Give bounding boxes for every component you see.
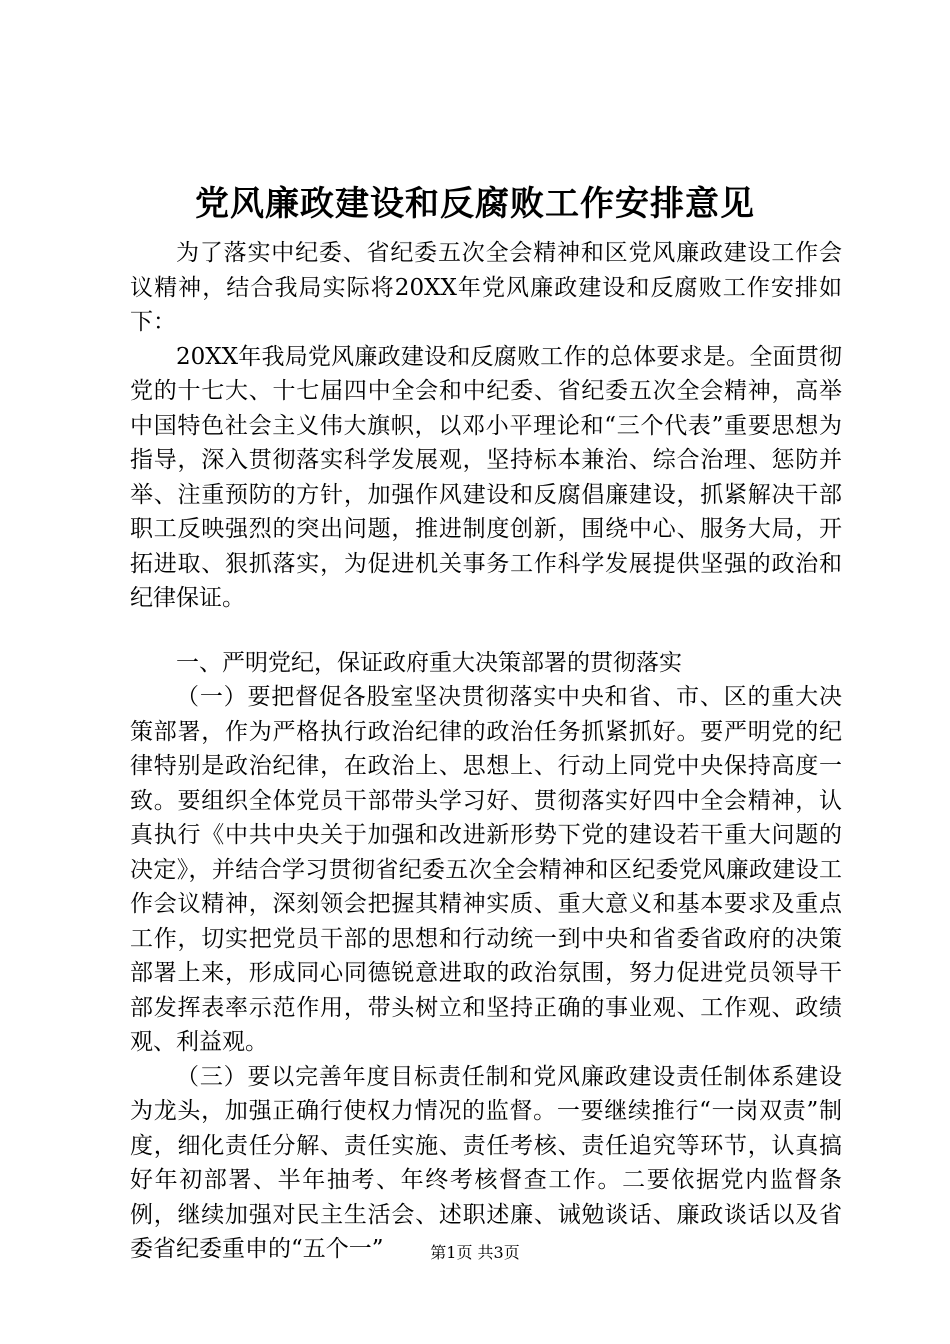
section-item-1-paragraph: （一）要把督促各股室坚决贯彻落实中央和省、市、区的重大决策部署，作为严格执行政治纪律的政治任务抓紧抓好。要严明党的纪律特别是政治纪律，在政治上、思想上、行动上同党中央保持高度一致。要组织全体党员干部带头学习好、贯彻落实好四中全会精神，认真执行《中共中央关于加强和改进新形势下党的建设若干重大问题的决定》，并结合学习贯彻省纪委五次全会精神和区纪委党风廉政建设工作会议精神，深刻领会把握其精神实质、重大意义和基本要求及重点工作，切实把党员干部的思想和行动统一到中央和省委省政府的决策部署上来，形成同心同德锐意进取的政治氛围，努力促进党员领导干部发挥表率示范作用，带头树立和坚持正确的事业观、工作观、政绩观、利益观。: [130, 684, 842, 1055]
document-title: 党风廉政建设和反腐败工作安排意见: [195, 184, 755, 224]
section-heading: 一、严明党纪，保证政府重大决策部署的贯彻落实: [176, 649, 682, 676]
document-body: [130, 236, 842, 1267]
page-footer: 第1页 共3页: [430, 1243, 520, 1262]
intro-paragraph: 为了落实中纪委、省纪委五次全会精神和区党风廉政建设工作会议精神，结合我局实际将20XX年党风廉政建设和反腐败工作安排如下：: [130, 240, 842, 335]
general-requirement-paragraph: 20XX年我局党风廉政建设和反腐败工作的总体要求是。全面贯彻党的十七大、十七届四中全会和中纪委、省纪委五次全会精神，高举中国特色社会主义伟大旗帜，以邓小平理论和“三个代表”重要思想为指导，深入贯彻落实科学发展观，坚持标本兼治、综合治理、惩防并举、注重预防的方针，加强作风建设和反腐倡廉建设，抓紧解决干部职工反映强烈的突出问题，推进制度创新，围绕中心、服务大局，开拓进取、狠抓落实，为促进机关事务工作科学发展提供坚强的政治和纪律保证。: [130, 343, 842, 611]
section-item-3-paragraph: （三）要以完善年度目标责任制和党风廉政建设责任制体系建设为龙头，加强正确行使权力情况的监督。一要继续推行“一岗双责”制度，细化责任分解、责任实施、责任考核、责任追究等环节，认真搞好年初部署、半年抽考、年终考核督查工作。二要依据党内监督条例，继续加强对民主生活会、述职述廉、诫勉谈话、廉政谈话以及省委省纪委重申的“五个一”: [130, 1063, 842, 1262]
